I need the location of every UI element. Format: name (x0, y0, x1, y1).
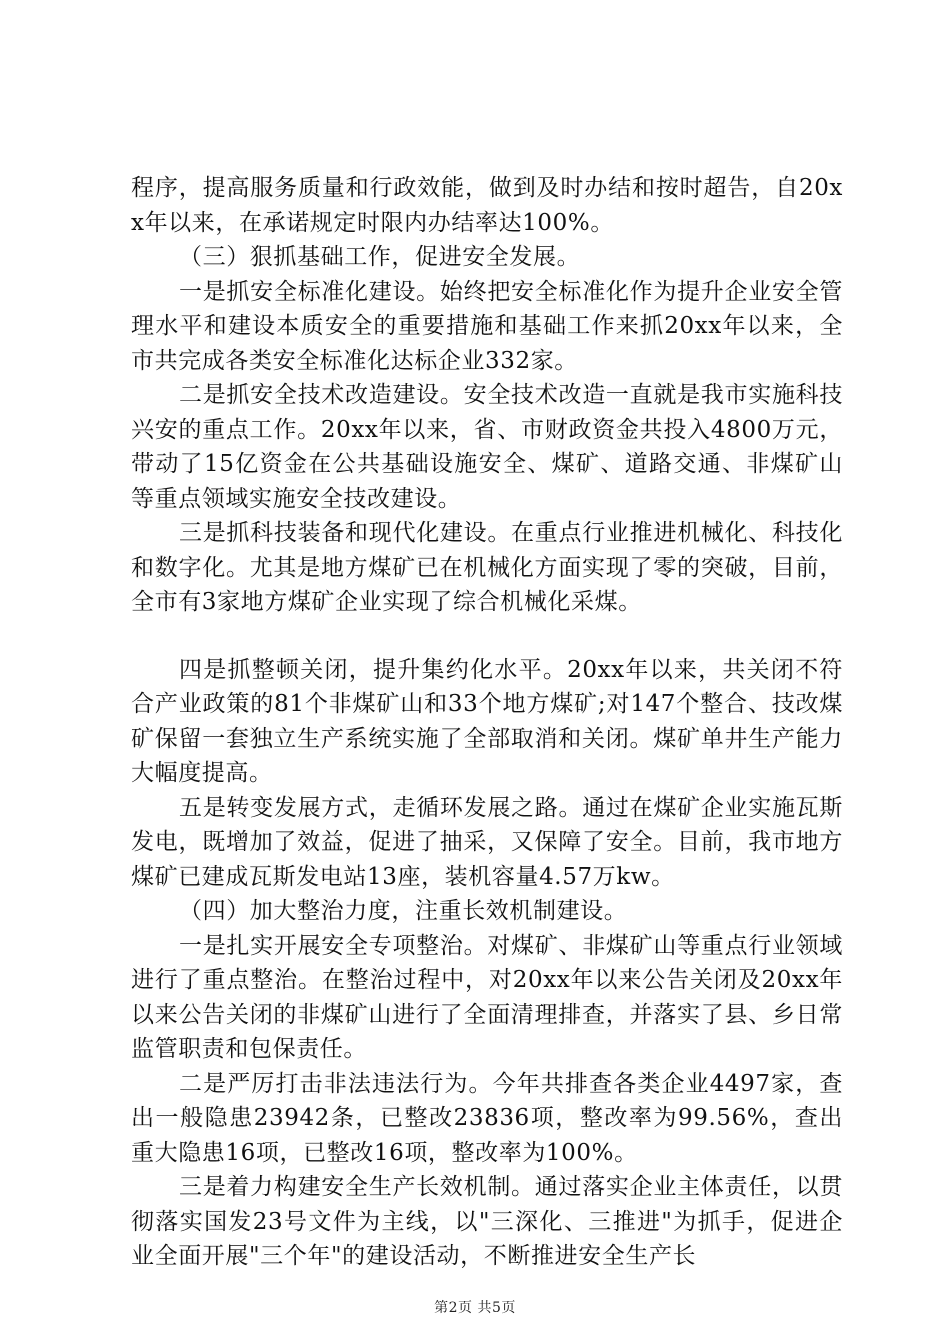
paragraph-circular-development: 五是转变发展方式，走循环发展之路。通过在煤矿企业实施瓦斯发电，既增加了效益，促进了抽采，又保障了安全。目前，我市地方煤矿已建成瓦斯发电站13座，装机容量4.57万kw。 (131, 794, 843, 890)
page-footer: 第2页 共5页 (434, 1300, 516, 1316)
section-heading-3: （三）狠抓基础工作，促进安全发展。 (179, 244, 581, 270)
document-body (131, 171, 843, 1274)
paragraph-tech-renovation: 二是抓安全技术改造建设。安全技术改造一直就是我市实施科技兴安的重点工作。20xx年以来，省、市财政资金共投入4800万元，带动了15亿资金在公共基础设施安全、煤矿、道路交通、非煤矿山等重点领域实施安全技改建设。 (131, 382, 843, 512)
paragraph-crackdown: 二是严厉打击非法违法行为。今年共排查各类企业4497家，查出一般隐患23942条，已整改23836项，整改率为99.56%，查出重大隐患16项，已整改16项，整改率为100%。 (131, 1070, 843, 1166)
paragraph-gap (131, 620, 843, 653)
paragraph-standardization: 一是抓安全标准化建设。始终把安全标准化作为提升企业安全管理水平和建设本质安全的重要措施和基础工作来抓20xx年以来，全市共完成各类安全标准化达标企业332家。 (131, 278, 843, 374)
paragraph-equipment-modernization: 三是抓科技装备和现代化建设。在重点行业推进机械化、科技化和数字化。尤其是地方煤矿已在机械化方面实现了零的突破，目前，全市有3家地方煤矿企业实现了综合机械化采煤。 (131, 520, 843, 615)
paragraph-special-rectification: 一是扎实开展安全专项整治。对煤矿、非煤矿山等重点行业领域进行了重点整治。在整治过程中，对20xx年以来公告关闭及20xx年以来公告关闭的非煤矿山进行了全面清理排查，并落实了县、乡日常监管职责和包保责任。 (131, 932, 843, 1062)
paragraph-long-term-mechanism: 三是着力构建安全生产长效机制。通过落实企业主体责任，以贯彻落实国发23号文件为主线，以"三深化、三推进"为抓手，促进企业全面开展"三个年"的建设活动，不断推进安全生产长 (131, 1174, 843, 1269)
paragraph-1: 程序，提高服务质量和行政效能，做到及时办结和按时超告，自20xx年以来，在承诺规定时限内办结率达100%。 (131, 175, 843, 236)
paragraph-closure-consolidation: 四是抓整顿关闭，提升集约化水平。20xx年以来，共关闭不符合产业政策的81个非煤矿山和33个地方煤矿;对147个整合、技改煤矿保留一套独立生产系统实施了全部取消和关闭。煤矿单井生产能力大幅度提高。 (131, 656, 843, 786)
section-heading-4: （四）加大整治力度，注重长效机制建设。 (179, 898, 628, 924)
